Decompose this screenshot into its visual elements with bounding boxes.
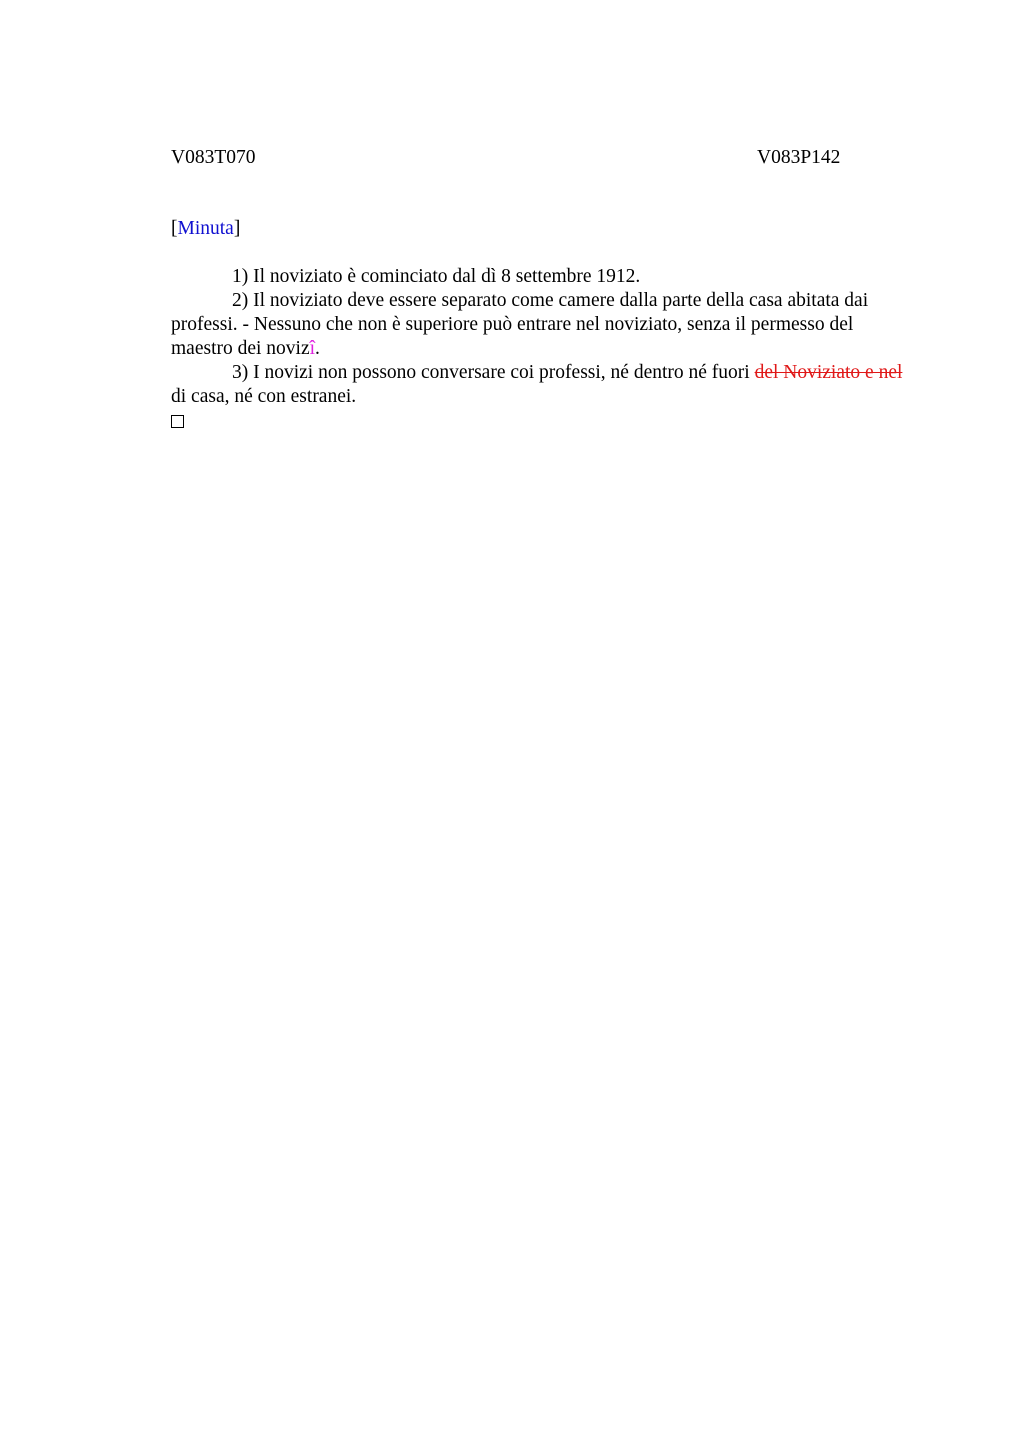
paragraph-3: [171, 361, 916, 409]
highlighted-character: î: [309, 338, 316, 359]
deleted-text: del Noviziato e nel: [754, 362, 903, 383]
paragraph-2-text: 2) Il noviziato deve essere separato come camere dalla parte della casa abitata dai professi. - Nessuno che non è superiore può entrare nel noviziato, senza il permesso del maestro dei noviz: [171, 290, 869, 359]
square-outline-icon: [171, 415, 184, 428]
paragraph-3-text: 3) I novizi non possono conversare coi professi, né dentro né fuori: [232, 362, 755, 383]
document-code-right: V083P142: [757, 147, 841, 168]
end-marker: [171, 409, 916, 435]
paragraph-3-end: di casa, né con estranei.: [171, 386, 357, 407]
document-code-left: V083T070: [171, 147, 256, 168]
close-bracket: ]: [233, 218, 241, 239]
open-bracket: [: [171, 218, 178, 239]
paragraph-1: [171, 265, 916, 289]
paragraph-2: [171, 289, 916, 361]
section-label: [171, 217, 240, 241]
minuta-link[interactable]: Minuta: [177, 218, 234, 239]
paragraph-2-end: .: [315, 338, 320, 359]
body-text: [171, 265, 916, 435]
paragraph-1-text: 1) Il noviziato è cominciato dal dì 8 settembre 1912.: [232, 266, 641, 287]
